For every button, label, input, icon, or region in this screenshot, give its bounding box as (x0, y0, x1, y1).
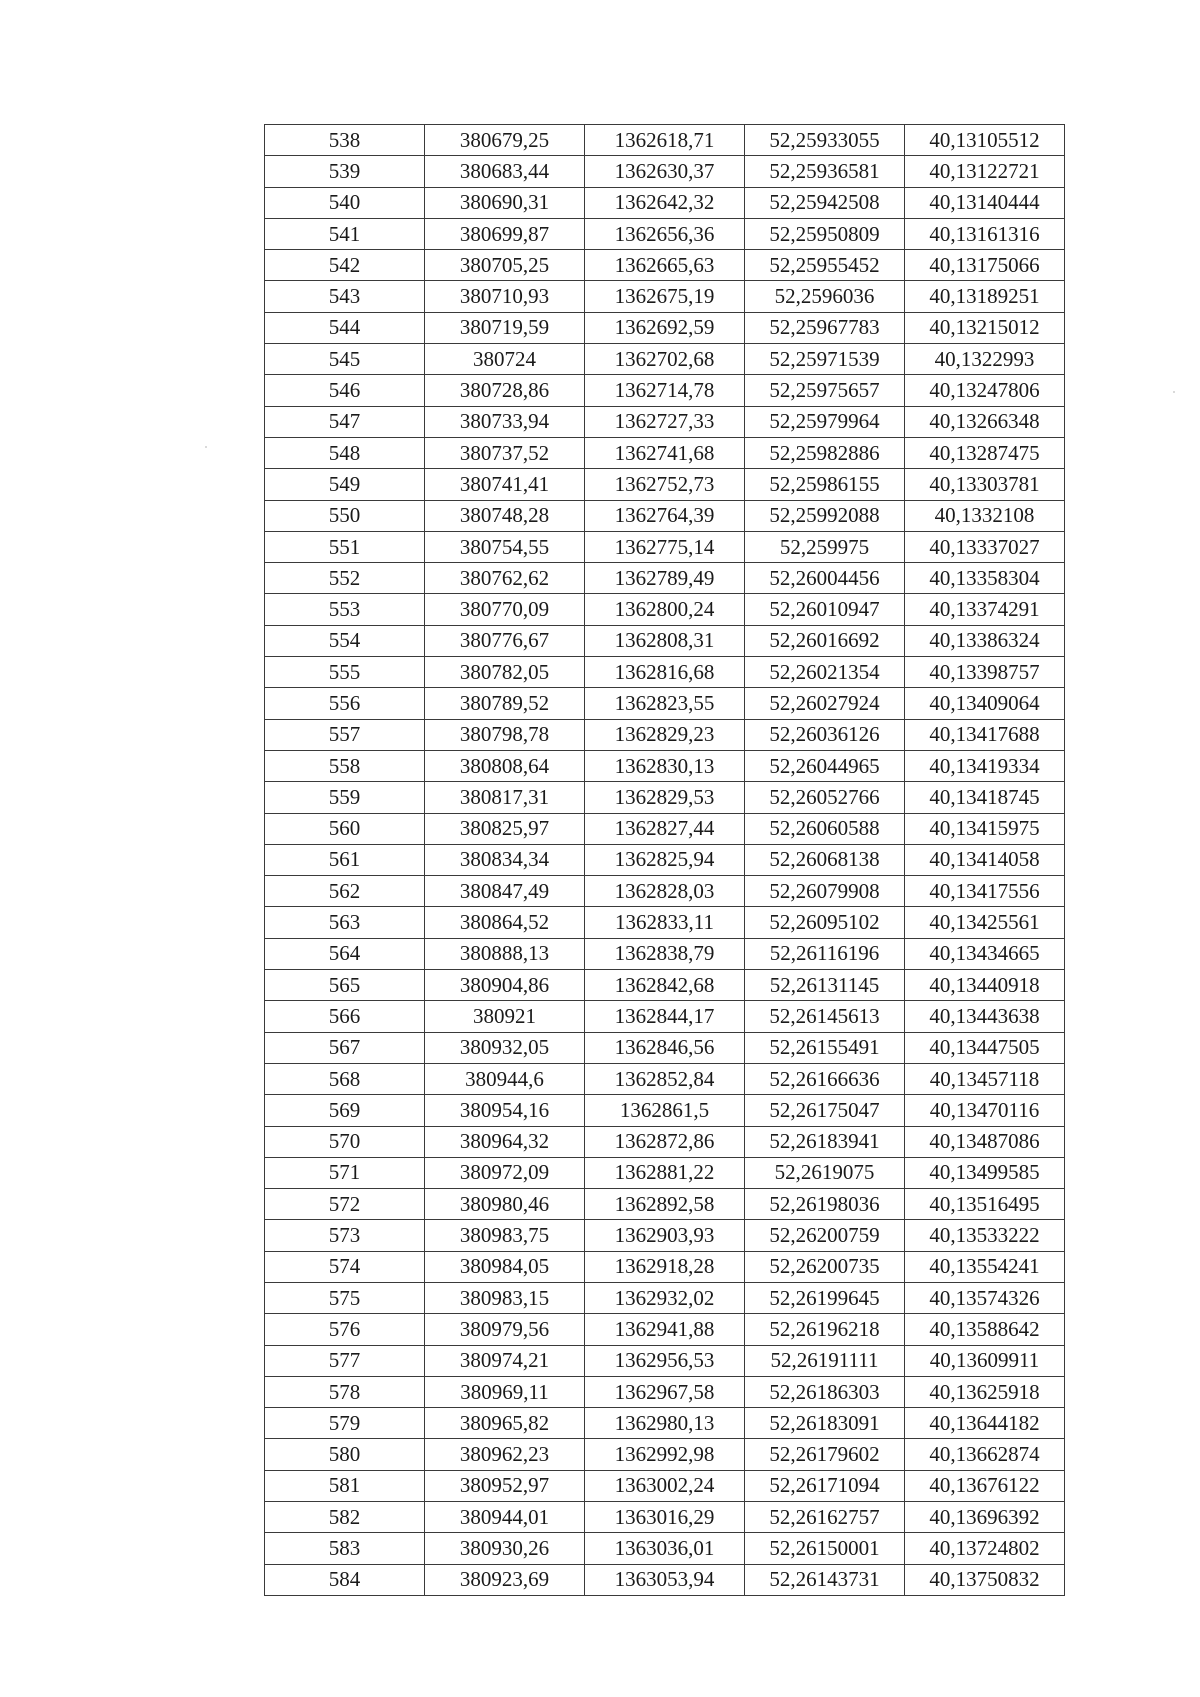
x-coordinate-cell: 380972,09 (425, 1157, 585, 1188)
y-coordinate-cell: 1362630,37 (585, 156, 745, 187)
table-row (265, 500, 1065, 531)
y-coordinate-cell: 1362692,59 (585, 312, 745, 343)
longitude-cell: 40,13414058 (905, 844, 1065, 875)
y-coordinate-cell: 1362980,13 (585, 1408, 745, 1439)
y-coordinate-cell: 1362830,13 (585, 750, 745, 781)
table-row (265, 1126, 1065, 1157)
longitude-cell: 40,13487086 (905, 1126, 1065, 1157)
point-number-cell: 579 (265, 1408, 425, 1439)
y-coordinate-cell: 1362829,23 (585, 719, 745, 750)
latitude-cell: 52,26200759 (745, 1220, 905, 1251)
longitude-cell: 40,13440918 (905, 970, 1065, 1001)
point-number-cell: 540 (265, 187, 425, 218)
latitude-cell: 52,26052766 (745, 782, 905, 813)
latitude-cell: 52,26175047 (745, 1095, 905, 1126)
longitude-cell: 40,13374291 (905, 594, 1065, 625)
table-row (265, 156, 1065, 187)
table-row (265, 1470, 1065, 1501)
latitude-cell: 52,26036126 (745, 719, 905, 750)
latitude-cell: 52,26004456 (745, 563, 905, 594)
x-coordinate-cell: 380789,52 (425, 688, 585, 719)
latitude-cell: 52,26199645 (745, 1282, 905, 1313)
latitude-cell: 52,26155491 (745, 1032, 905, 1063)
table-row (265, 625, 1065, 656)
y-coordinate-cell: 1362825,94 (585, 844, 745, 875)
longitude-cell: 40,13358304 (905, 563, 1065, 594)
table-row (265, 1032, 1065, 1063)
x-coordinate-cell: 380737,52 (425, 437, 585, 468)
latitude-cell: 52,25982886 (745, 437, 905, 468)
table-row (265, 125, 1065, 156)
table-row (265, 1439, 1065, 1470)
y-coordinate-cell: 1362828,03 (585, 876, 745, 907)
x-coordinate-cell: 380969,11 (425, 1376, 585, 1407)
point-number-cell: 563 (265, 907, 425, 938)
point-number-cell: 550 (265, 500, 425, 531)
table-row (265, 1157, 1065, 1188)
point-number-cell: 556 (265, 688, 425, 719)
longitude-cell: 40,13425561 (905, 907, 1065, 938)
longitude-cell: 40,13415975 (905, 813, 1065, 844)
table-row (265, 1251, 1065, 1282)
table-row (265, 1220, 1065, 1251)
point-number-cell: 564 (265, 938, 425, 969)
table-row (265, 1095, 1065, 1126)
point-number-cell: 566 (265, 1001, 425, 1032)
x-coordinate-cell: 380983,75 (425, 1220, 585, 1251)
y-coordinate-cell: 1362838,79 (585, 938, 745, 969)
longitude-cell: 40,13533222 (905, 1220, 1065, 1251)
coordinates-table (264, 124, 1065, 1596)
table-row (265, 563, 1065, 594)
table-row (265, 1376, 1065, 1407)
table-row (265, 344, 1065, 375)
point-number-cell: 582 (265, 1502, 425, 1533)
table-row (265, 782, 1065, 813)
x-coordinate-cell: 380679,25 (425, 125, 585, 156)
latitude-cell: 52,26060588 (745, 813, 905, 844)
y-coordinate-cell: 1362800,24 (585, 594, 745, 625)
table-row (265, 1063, 1065, 1094)
longitude-cell: 40,13105512 (905, 125, 1065, 156)
longitude-cell: 40,13419334 (905, 750, 1065, 781)
x-coordinate-cell: 380930,26 (425, 1533, 585, 1564)
x-coordinate-cell: 380979,56 (425, 1314, 585, 1345)
latitude-cell: 52,25992088 (745, 500, 905, 531)
x-coordinate-cell: 380754,55 (425, 531, 585, 562)
point-number-cell: 575 (265, 1282, 425, 1313)
longitude-cell: 40,13470116 (905, 1095, 1065, 1126)
y-coordinate-cell: 1362967,58 (585, 1376, 745, 1407)
x-coordinate-cell: 380888,13 (425, 938, 585, 969)
y-coordinate-cell: 1362861,5 (585, 1095, 745, 1126)
y-coordinate-cell: 1363016,29 (585, 1502, 745, 1533)
longitude-cell: 40,13266348 (905, 406, 1065, 437)
x-coordinate-cell: 380974,21 (425, 1345, 585, 1376)
table-row (265, 531, 1065, 562)
y-coordinate-cell: 1362764,39 (585, 500, 745, 531)
table-row (265, 657, 1065, 688)
point-number-cell: 558 (265, 750, 425, 781)
x-coordinate-cell: 380847,49 (425, 876, 585, 907)
latitude-cell: 52,26179602 (745, 1439, 905, 1470)
y-coordinate-cell: 1362675,19 (585, 281, 745, 312)
x-coordinate-cell: 380923,69 (425, 1564, 585, 1595)
y-coordinate-cell: 1362842,68 (585, 970, 745, 1001)
point-number-cell: 567 (265, 1032, 425, 1063)
y-coordinate-cell: 1362823,55 (585, 688, 745, 719)
latitude-cell: 52,25955452 (745, 250, 905, 281)
x-coordinate-cell: 380954,16 (425, 1095, 585, 1126)
table-row (265, 437, 1065, 468)
point-number-cell: 580 (265, 1439, 425, 1470)
y-coordinate-cell: 1362992,98 (585, 1439, 745, 1470)
table-row (265, 187, 1065, 218)
longitude-cell: 40,13609911 (905, 1345, 1065, 1376)
point-number-cell: 583 (265, 1533, 425, 1564)
longitude-cell: 40,13625918 (905, 1376, 1065, 1407)
point-number-cell: 561 (265, 844, 425, 875)
longitude-cell: 40,1332108 (905, 500, 1065, 531)
latitude-cell: 52,26186303 (745, 1376, 905, 1407)
table-row (265, 594, 1065, 625)
latitude-cell: 52,26198036 (745, 1189, 905, 1220)
point-number-cell: 565 (265, 970, 425, 1001)
table-row (265, 218, 1065, 249)
latitude-cell: 52,26183091 (745, 1408, 905, 1439)
x-coordinate-cell: 380962,23 (425, 1439, 585, 1470)
x-coordinate-cell: 380748,28 (425, 500, 585, 531)
point-number-cell: 560 (265, 813, 425, 844)
y-coordinate-cell: 1362808,31 (585, 625, 745, 656)
table-row (265, 813, 1065, 844)
x-coordinate-cell: 380741,41 (425, 469, 585, 500)
point-number-cell: 555 (265, 657, 425, 688)
y-coordinate-cell: 1362789,49 (585, 563, 745, 594)
y-coordinate-cell: 1362846,56 (585, 1032, 745, 1063)
y-coordinate-cell: 1362872,86 (585, 1126, 745, 1157)
table-row (265, 1345, 1065, 1376)
latitude-cell: 52,25950809 (745, 218, 905, 249)
point-number-cell: 538 (265, 125, 425, 156)
latitude-cell: 52,26010947 (745, 594, 905, 625)
latitude-cell: 52,26016692 (745, 625, 905, 656)
latitude-cell: 52,25979964 (745, 406, 905, 437)
y-coordinate-cell: 1362941,88 (585, 1314, 745, 1345)
point-number-cell: 562 (265, 876, 425, 907)
x-coordinate-cell: 380984,05 (425, 1251, 585, 1282)
x-coordinate-cell: 380904,86 (425, 970, 585, 1001)
latitude-cell: 52,25971539 (745, 344, 905, 375)
y-coordinate-cell: 1362816,68 (585, 657, 745, 688)
scan-speck (205, 446, 207, 448)
y-coordinate-cell: 1362892,58 (585, 1189, 745, 1220)
longitude-cell: 40,13676122 (905, 1470, 1065, 1501)
x-coordinate-cell: 380825,97 (425, 813, 585, 844)
x-coordinate-cell: 380964,32 (425, 1126, 585, 1157)
longitude-cell: 40,13386324 (905, 625, 1065, 656)
y-coordinate-cell: 1362665,63 (585, 250, 745, 281)
point-number-cell: 570 (265, 1126, 425, 1157)
longitude-cell: 40,13434665 (905, 938, 1065, 969)
y-coordinate-cell: 1362827,44 (585, 813, 745, 844)
latitude-cell: 52,26116196 (745, 938, 905, 969)
point-number-cell: 568 (265, 1063, 425, 1094)
y-coordinate-cell: 1362829,53 (585, 782, 745, 813)
latitude-cell: 52,26021354 (745, 657, 905, 688)
x-coordinate-cell: 380699,87 (425, 218, 585, 249)
latitude-cell: 52,25975657 (745, 375, 905, 406)
point-number-cell: 549 (265, 469, 425, 500)
y-coordinate-cell: 1362714,78 (585, 375, 745, 406)
latitude-cell: 52,26131145 (745, 970, 905, 1001)
coordinates-table-body (265, 125, 1065, 1596)
point-number-cell: 545 (265, 344, 425, 375)
longitude-cell: 40,13161316 (905, 218, 1065, 249)
longitude-cell: 40,13499585 (905, 1157, 1065, 1188)
longitude-cell: 40,13175066 (905, 250, 1065, 281)
latitude-cell: 52,26200735 (745, 1251, 905, 1282)
scan-speck (1173, 391, 1175, 393)
x-coordinate-cell: 380733,94 (425, 406, 585, 437)
table-row (265, 1001, 1065, 1032)
longitude-cell: 40,13662874 (905, 1439, 1065, 1470)
x-coordinate-cell: 380762,62 (425, 563, 585, 594)
latitude-cell: 52,26068138 (745, 844, 905, 875)
point-number-cell: 542 (265, 250, 425, 281)
latitude-cell: 52,25967783 (745, 312, 905, 343)
latitude-cell: 52,26044965 (745, 750, 905, 781)
y-coordinate-cell: 1363036,01 (585, 1533, 745, 1564)
x-coordinate-cell: 380952,97 (425, 1470, 585, 1501)
table-row (265, 281, 1065, 312)
y-coordinate-cell: 1362881,22 (585, 1157, 745, 1188)
longitude-cell: 40,1322993 (905, 344, 1065, 375)
y-coordinate-cell: 1362702,68 (585, 344, 745, 375)
y-coordinate-cell: 1362741,68 (585, 437, 745, 468)
y-coordinate-cell: 1362932,02 (585, 1282, 745, 1313)
latitude-cell: 52,26079908 (745, 876, 905, 907)
table-row (265, 406, 1065, 437)
longitude-cell: 40,13644182 (905, 1408, 1065, 1439)
latitude-cell: 52,26196218 (745, 1314, 905, 1345)
longitude-cell: 40,13287475 (905, 437, 1065, 468)
latitude-cell: 52,2596036 (745, 281, 905, 312)
latitude-cell: 52,2619075 (745, 1157, 905, 1188)
y-coordinate-cell: 1362903,93 (585, 1220, 745, 1251)
table-row (265, 469, 1065, 500)
table-row (265, 1533, 1065, 1564)
table-row (265, 375, 1065, 406)
table-row (265, 1564, 1065, 1595)
x-coordinate-cell: 380719,59 (425, 312, 585, 343)
point-number-cell: 541 (265, 218, 425, 249)
point-number-cell: 571 (265, 1157, 425, 1188)
table-row (265, 876, 1065, 907)
x-coordinate-cell: 380710,93 (425, 281, 585, 312)
latitude-cell: 52,26145613 (745, 1001, 905, 1032)
table-row (265, 1408, 1065, 1439)
point-number-cell: 584 (265, 1564, 425, 1595)
latitude-cell: 52,25936581 (745, 156, 905, 187)
y-coordinate-cell: 1362752,73 (585, 469, 745, 500)
table-row (265, 1282, 1065, 1313)
point-number-cell: 577 (265, 1345, 425, 1376)
y-coordinate-cell: 1362642,32 (585, 187, 745, 218)
latitude-cell: 52,26183941 (745, 1126, 905, 1157)
point-number-cell: 576 (265, 1314, 425, 1345)
point-number-cell: 543 (265, 281, 425, 312)
longitude-cell: 40,13750832 (905, 1564, 1065, 1595)
x-coordinate-cell: 380728,86 (425, 375, 585, 406)
longitude-cell: 40,13140444 (905, 187, 1065, 218)
table-row (265, 750, 1065, 781)
y-coordinate-cell: 1362844,17 (585, 1001, 745, 1032)
table-row (265, 250, 1065, 281)
latitude-cell: 52,26191111 (745, 1345, 905, 1376)
longitude-cell: 40,13417688 (905, 719, 1065, 750)
point-number-cell: 539 (265, 156, 425, 187)
table-row (265, 844, 1065, 875)
x-coordinate-cell: 380724 (425, 344, 585, 375)
y-coordinate-cell: 1362618,71 (585, 125, 745, 156)
x-coordinate-cell: 380776,67 (425, 625, 585, 656)
latitude-cell: 52,25933055 (745, 125, 905, 156)
y-coordinate-cell: 1362727,33 (585, 406, 745, 437)
x-coordinate-cell: 380864,52 (425, 907, 585, 938)
longitude-cell: 40,13398757 (905, 657, 1065, 688)
x-coordinate-cell: 380683,44 (425, 156, 585, 187)
x-coordinate-cell: 380798,78 (425, 719, 585, 750)
x-coordinate-cell: 380921 (425, 1001, 585, 1032)
latitude-cell: 52,26162757 (745, 1502, 905, 1533)
point-number-cell: 546 (265, 375, 425, 406)
longitude-cell: 40,13247806 (905, 375, 1065, 406)
point-number-cell: 552 (265, 563, 425, 594)
table-row (265, 970, 1065, 1001)
table-row (265, 719, 1065, 750)
point-number-cell: 572 (265, 1189, 425, 1220)
point-number-cell: 548 (265, 437, 425, 468)
y-coordinate-cell: 1362956,53 (585, 1345, 745, 1376)
table-row (265, 938, 1065, 969)
latitude-cell: 52,26150001 (745, 1533, 905, 1564)
point-number-cell: 557 (265, 719, 425, 750)
x-coordinate-cell: 380965,82 (425, 1408, 585, 1439)
point-number-cell: 559 (265, 782, 425, 813)
point-number-cell: 581 (265, 1470, 425, 1501)
longitude-cell: 40,13409064 (905, 688, 1065, 719)
longitude-cell: 40,13337027 (905, 531, 1065, 562)
table-row (265, 312, 1065, 343)
x-coordinate-cell: 380817,31 (425, 782, 585, 813)
y-coordinate-cell: 1362852,84 (585, 1063, 745, 1094)
y-coordinate-cell: 1362833,11 (585, 907, 745, 938)
latitude-cell: 52,26027924 (745, 688, 905, 719)
latitude-cell: 52,26095102 (745, 907, 905, 938)
point-number-cell: 544 (265, 312, 425, 343)
longitude-cell: 40,13215012 (905, 312, 1065, 343)
table-row (265, 1314, 1065, 1345)
y-coordinate-cell: 1363002,24 (585, 1470, 745, 1501)
longitude-cell: 40,13554241 (905, 1251, 1065, 1282)
table-row (265, 688, 1065, 719)
y-coordinate-cell: 1362775,14 (585, 531, 745, 562)
longitude-cell: 40,13122721 (905, 156, 1065, 187)
table-row (265, 1189, 1065, 1220)
x-coordinate-cell: 380782,05 (425, 657, 585, 688)
point-number-cell: 547 (265, 406, 425, 437)
latitude-cell: 52,26143731 (745, 1564, 905, 1595)
latitude-cell: 52,26166636 (745, 1063, 905, 1094)
x-coordinate-cell: 380834,34 (425, 844, 585, 875)
table-row (265, 907, 1065, 938)
y-coordinate-cell: 1362656,36 (585, 218, 745, 249)
point-number-cell: 574 (265, 1251, 425, 1282)
latitude-cell: 52,26171094 (745, 1470, 905, 1501)
y-coordinate-cell: 1362918,28 (585, 1251, 745, 1282)
latitude-cell: 52,259975 (745, 531, 905, 562)
x-coordinate-cell: 380690,31 (425, 187, 585, 218)
longitude-cell: 40,13447505 (905, 1032, 1065, 1063)
x-coordinate-cell: 380808,64 (425, 750, 585, 781)
y-coordinate-cell: 1363053,94 (585, 1564, 745, 1595)
longitude-cell: 40,13303781 (905, 469, 1065, 500)
point-number-cell: 551 (265, 531, 425, 562)
longitude-cell: 40,13516495 (905, 1189, 1065, 1220)
longitude-cell: 40,13443638 (905, 1001, 1065, 1032)
longitude-cell: 40,13724802 (905, 1533, 1065, 1564)
point-number-cell: 554 (265, 625, 425, 656)
x-coordinate-cell: 380944,01 (425, 1502, 585, 1533)
longitude-cell: 40,13189251 (905, 281, 1065, 312)
longitude-cell: 40,13418745 (905, 782, 1065, 813)
longitude-cell: 40,13457118 (905, 1063, 1065, 1094)
longitude-cell: 40,13417556 (905, 876, 1065, 907)
x-coordinate-cell: 380705,25 (425, 250, 585, 281)
x-coordinate-cell: 380983,15 (425, 1282, 585, 1313)
longitude-cell: 40,13574326 (905, 1282, 1065, 1313)
point-number-cell: 578 (265, 1376, 425, 1407)
point-number-cell: 573 (265, 1220, 425, 1251)
point-number-cell: 569 (265, 1095, 425, 1126)
x-coordinate-cell: 380944,6 (425, 1063, 585, 1094)
table-row (265, 1502, 1065, 1533)
point-number-cell: 553 (265, 594, 425, 625)
latitude-cell: 52,25942508 (745, 187, 905, 218)
x-coordinate-cell: 380932,05 (425, 1032, 585, 1063)
x-coordinate-cell: 380770,09 (425, 594, 585, 625)
longitude-cell: 40,13588642 (905, 1314, 1065, 1345)
latitude-cell: 52,25986155 (745, 469, 905, 500)
x-coordinate-cell: 380980,46 (425, 1189, 585, 1220)
longitude-cell: 40,13696392 (905, 1502, 1065, 1533)
